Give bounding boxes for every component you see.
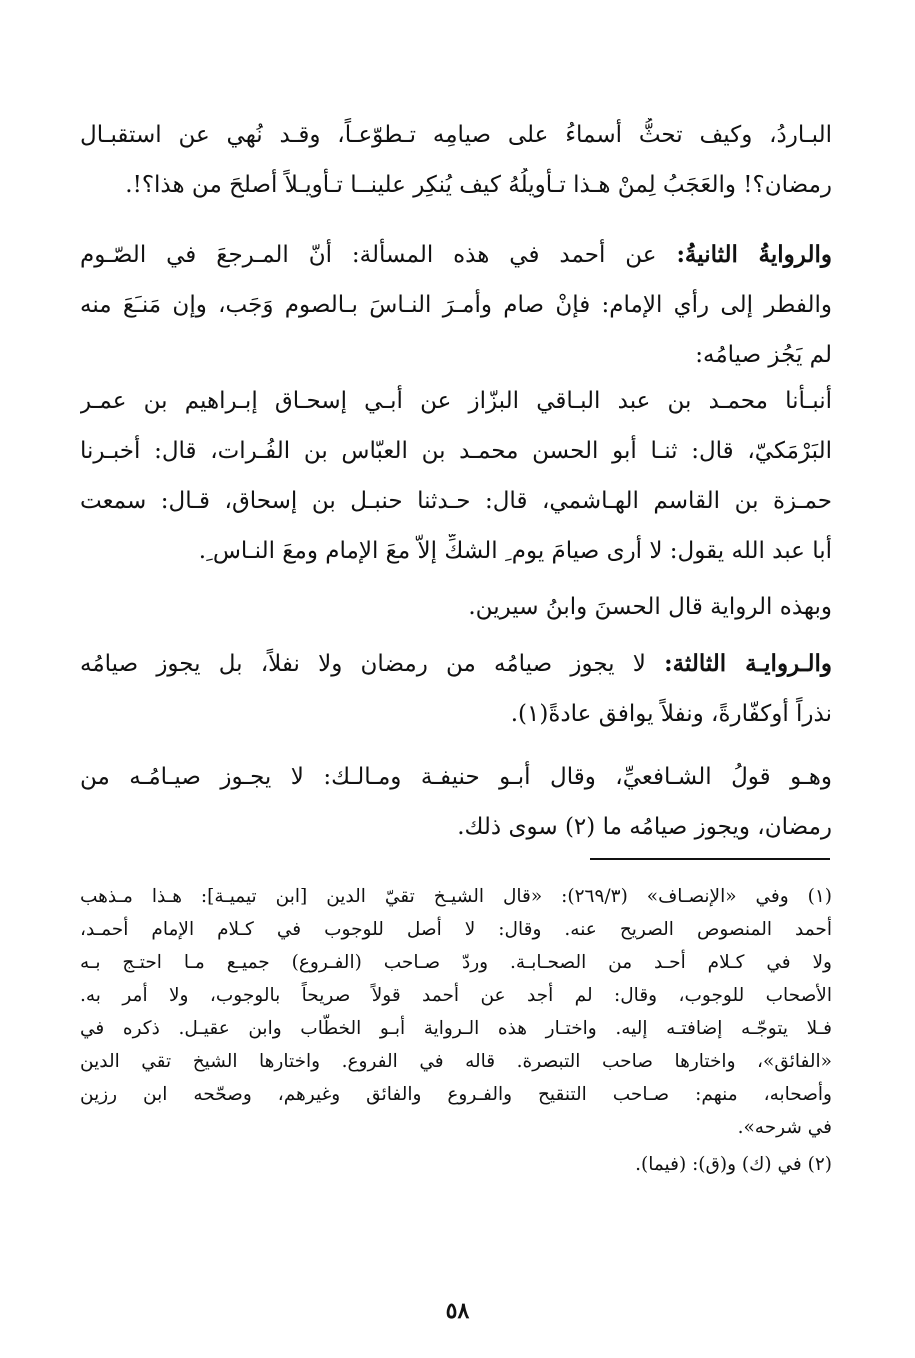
text-run: لا يجوز صيامُه من رمضان ولا نفلاً، بل يجوز صيامُه	[80, 651, 665, 677]
text-line: أنبـأنا محمـد بن عبد البـاقي البزّاز عن أبـي إسحـاق إبـراهيم بن عمـر	[80, 388, 832, 414]
footnote-line: في شرحه».	[737, 1117, 832, 1138]
text-run: عن أحمد في هذه المسألة: أنّ المـرجعَ في الصّـوم	[80, 242, 677, 268]
footnote-line: أحمد المنصوص الصريح عنه. وقال: لا أصل للوجوب في كـلام الإمام أحمـد،	[80, 919, 832, 940]
footnote-line: ولا في كـلام أحـد من الصحـابـة. وردّ صـاحب (الفـروع) جميـع مـا احتـج بـه	[80, 952, 832, 973]
footnote-line: (١) وفي «الإنصـاف» (٢٦٩/٣): «قال الشيـخ تقيّ الدين [ابن تيميـة]: هـذا مـذهب	[80, 886, 832, 907]
footnote-line: (٢) في (ك) و(ق): (فيما).	[635, 1154, 832, 1175]
text-line: وبهذه الرواية قال الحسنَ وابنُ سيرين.	[468, 594, 832, 620]
text-line: والفطر إلى رأي الإمام: فإنْ صام وأمـرَ النـاسَ بـالصوم وَجَب، وإن مَنـَعَ منه	[80, 292, 832, 318]
footnote-divider	[590, 858, 830, 860]
paragraph-lead: والروايةُ الثانيةُ:	[676, 241, 832, 268]
footnote-line: «الفائق»، واختارها صاحب التبصرة. قاله في الفروع. واختارها الشيخ تقي الدين	[80, 1051, 832, 1072]
footnote-line: فـلا يتوجّـه إضافتـه إليه. واختـار هذه الـرواية أبـو الخطّاب وابن عقيـل. ذكره في	[80, 1018, 832, 1039]
text-line: البـاردُ، وكيف تحثُّ أسماءُ على صيامِه تـطوّعـاً، وقـد نُهي عن استقبـال	[80, 122, 832, 148]
text-line: حمـزة بن القاسم الهـاشمي، قال: حـدثنا حنبـل بن إسحاق، قـال: سمعت	[80, 488, 832, 514]
text-line: رمضان؟! والعَجَبُ لِمنْ هـذا تـأويلُهُ كيف يُنكِر علينــا تـأويـلاً أصلحَ من هذا؟!.	[125, 172, 832, 198]
footnote-line: الأصحاب للوجوب، وقال: لم أجد عن أحمد قولاً صريحاً بالوجوب، ولا أمر به.	[80, 985, 832, 1006]
page-number: ٥٨	[445, 1298, 470, 1324]
text-line: رمضان، ويجوز صيامُه ما (٢) سوى ذلك.	[457, 814, 832, 840]
text-line: لم يَجُز صيامُه:	[695, 342, 832, 368]
text-line: البَرْمَكيّ، قال: ثنـا أبو الحسن محمـد بن العبّاس بن الفُـرات، قال: أخبـرنا	[80, 438, 832, 464]
text-line: نذراً أوكفّارةً، ونفلاً يوافق عادةً(١).	[510, 701, 832, 727]
text-line	[80, 238, 832, 272]
footnote-line: وأصحابه، منهم: صـاحب التنقيح والفـروع والفائق وغيرهم، وصحّحه ابن رزين	[80, 1084, 832, 1105]
text-line: أبا عبد الله يقول: لا أرى صيامَ يوم ِ الشكِّ إلاّ معَ الإمام ومعَ النـاس ِ.	[198, 538, 832, 564]
text-line: وهـو قولُ الشـافعيِّ، وقال أبـو حنيفـة ومـالـك: لا يجـوز صيـامُـه من	[80, 764, 832, 790]
text-line	[80, 647, 832, 681]
paragraph-lead: والـروايـة الثالثة:	[664, 650, 832, 677]
